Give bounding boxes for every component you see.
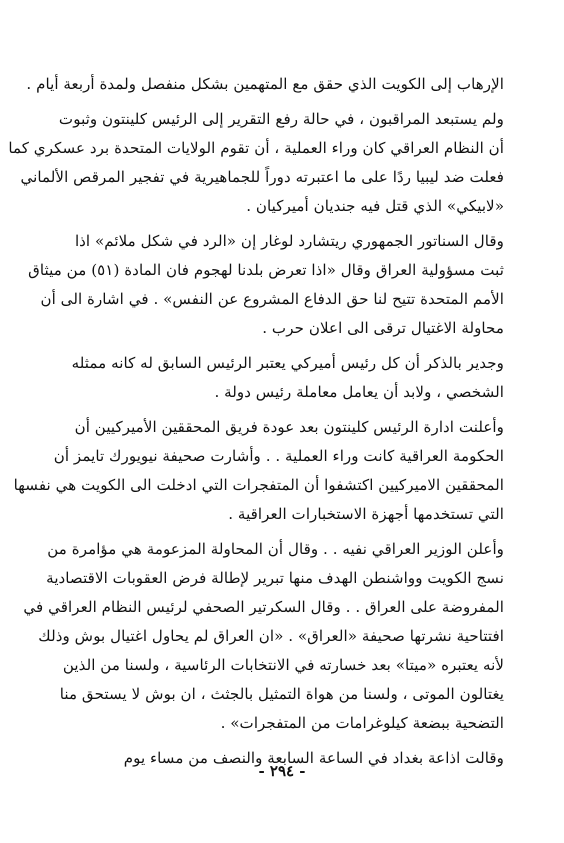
text-line: وقالت اذاعة بغداد في الساعة السابعة والنصف من مساء يوم	[123, 749, 504, 767]
text-line: الأمم المتحدة تتيح لنا حق الدفاع المشروع عن النفس» . في اشارة الى أن	[40, 290, 504, 308]
text-line: يغتالون الموتى ، ولسنا من هواة التمثيل بالجثث ، ان بوش لا يستحق منا	[59, 685, 504, 703]
text-line: نسج الكويت وواشنطن الهدف منها تبرير لإطالة فرض العقوبات الاقتصادية	[46, 569, 504, 587]
text-line: الشخصي ، ولابد أن يعامل معاملة رئيس دولة .	[214, 383, 504, 401]
text-line: لأنه يعتبره «ميتا» بعد خسارته في الانتخابات الرئاسية ، ولسنا من الذين	[62, 656, 504, 674]
text-body	[8, 70, 504, 773]
text-line: التي تستخدمها أجهزة الاستخبارات العراقية .	[228, 505, 504, 523]
text-line: فعلت ضد ليبيا ردًا على ما اعتبرته دوراً للجماهيرية في تفجير المرقص الألماني	[20, 168, 504, 186]
paragraph	[23, 535, 504, 738]
page-number: - ٢٩٤ -	[258, 762, 306, 780]
text-line: افتتاحية نشرتها صحيفة «العراق» . «ان العراق لم يحاول اغتيال بوش وذلك	[38, 627, 504, 645]
text-line: وجدير بالذكر أن كل رئيس أميركي يعتبر الرئيس السابق له كانه ممثله	[71, 354, 504, 372]
paragraph	[13, 413, 504, 529]
paragraph	[26, 70, 504, 99]
text-line: أن النظام العراقي كان وراء العملية ، أن تقوم الولايات المتحدة برد عسكري كما	[8, 139, 504, 157]
text-line: وأعلن الوزير العراقي نفيه . . وقال أن المحاولة المزعومة هي مؤامرة من	[47, 540, 504, 558]
paragraph	[71, 349, 504, 407]
text-line: الإرهاب إلى الكويت الذي حقق مع المتهمين بشكل منفصل ولمدة أربعة أيام .	[26, 75, 504, 93]
text-line: التضحية ببضعة كيلوغرامات من المتفجرات» .	[220, 714, 504, 732]
text-line: وقال السناتور الجمهوري ريتشارد لوغار إن «الرد في شكل ملائم» اذا	[74, 232, 504, 250]
text-line: ثبت مسؤولية العراق وقال «اذا تعرض بلدنا لهجوم فان المادة (٥١) من ميثاق	[28, 261, 504, 279]
text-line: «لابيكي» الذي قتل فيه جنديان أميركيان .	[246, 197, 504, 215]
text-line: وأعلنت ادارة الرئيس كلينتون بعد عودة فريق المحققين الأميركيين أن	[74, 418, 504, 436]
text-line: الحكومة العراقية كانت وراء العملية . . وأشارت صحيفة نيويورك تايمز أن	[53, 447, 504, 465]
text-line: المحققين الاميركيين اكتشفوا أن المتفجرات التي ادخلت الى الكويت هي نفسها	[13, 476, 504, 494]
text-line: المفروضة على العراق . . وقال السكرتير الصحفي لرئيس النظام العراقي في	[23, 598, 504, 616]
text-line: ولم يستبعد المراقبون ، في حالة رفع التقرير إلى الرئيس كلينتون وثبوت	[58, 110, 504, 128]
paragraph	[28, 227, 504, 343]
paragraph	[8, 105, 504, 221]
text-line: محاولة الاغتيال ترقى الى اعلان حرب .	[262, 319, 504, 337]
